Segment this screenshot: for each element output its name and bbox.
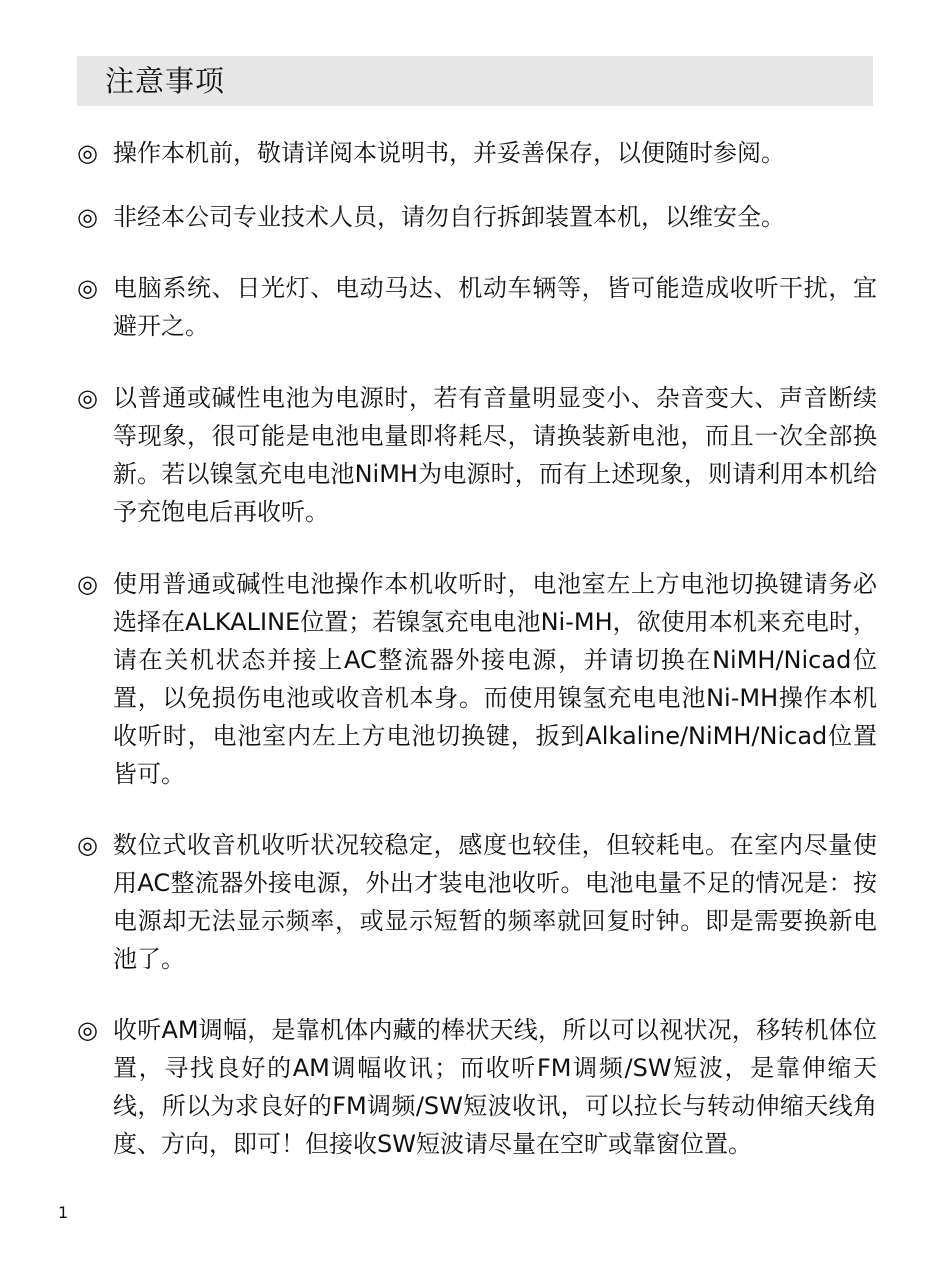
bullet-icon: ◎ (77, 384, 98, 412)
note-text: 操作本机前，敬请详阅本说明书，并妥善保存，以便随时参阅。 (113, 139, 785, 167)
notes-list (77, 134, 877, 1163)
note-text: 非经本公司专业技术人员，请勿自行拆卸装置本机，以维安全。 (113, 203, 785, 231)
bullet-icon: ◎ (77, 570, 98, 598)
bullet-icon: ◎ (77, 831, 98, 859)
note-text: 数位式收音机收听状况较稳定，感度也较佳，但较耗电。在室内尽量使用AC整流器外接电源，外出才装电池收听。电池电量不足的情况是：按电源却无法显示频率，或显示短暂的频率就回复时钟。即是需要换新电池了。 (113, 831, 877, 973)
section-header (77, 56, 873, 106)
note-text: 使用普通或碱性电池操作本机收听时，电池室左上方电池切换键请务必选择在ALKALINE位置；若镍氢充电电池Ni-MH，欲使用本机来充电时，请在关机状态并接上AC整流器外接电源，并请切换在NiMH/Nicad位置，以免损伤电池或收音机本身。而使用镍氢充电电池Ni-MH操作本机收听时，电池室内左上方电池切换键，扳到Alkaline/NiMH/Nicad位置皆可。 (113, 570, 877, 788)
note-text: 收听AM调幅，是靠机体内藏的棒状天线，所以可以视状况，移转机体位置，寻找良好的AM调幅收讯；而收听FM调频/SW短波，是靠伸缩天线，所以为求良好的FM调频/SW短波收讯，可以拉长与转动伸缩天线角度、方向，即可！但接收SW短波请尽量在空旷或靠窗位置。 (113, 1016, 877, 1158)
bullet-icon: ◎ (77, 203, 98, 231)
bullet-icon: ◎ (77, 139, 98, 167)
note-text: 电脑系统、日光灯、电动马达、机动车辆等，皆可能造成收听干扰，宜避开之。 (113, 274, 877, 340)
bullet-icon: ◎ (77, 1016, 98, 1044)
page-title: 注意事项 (105, 64, 226, 98)
list-item (77, 134, 877, 172)
list-item (77, 1011, 877, 1163)
bullet-icon: ◎ (77, 274, 98, 302)
list-item (77, 826, 877, 978)
page-number: 1 (58, 1203, 69, 1222)
note-text: 以普通或碱性电池为电源时，若有音量明显变小、杂音变大、声音断续等现象，很可能是电池电量即将耗尽，请换装新电池，而且一次全部换新。若以镍氢充电电池NiMH为电源时，而有上述现象，则请利用本机给予充饱电后再收听。 (113, 384, 877, 526)
list-item (77, 198, 877, 236)
list-item (77, 379, 877, 531)
list-item (77, 565, 877, 793)
list-item (77, 269, 877, 345)
